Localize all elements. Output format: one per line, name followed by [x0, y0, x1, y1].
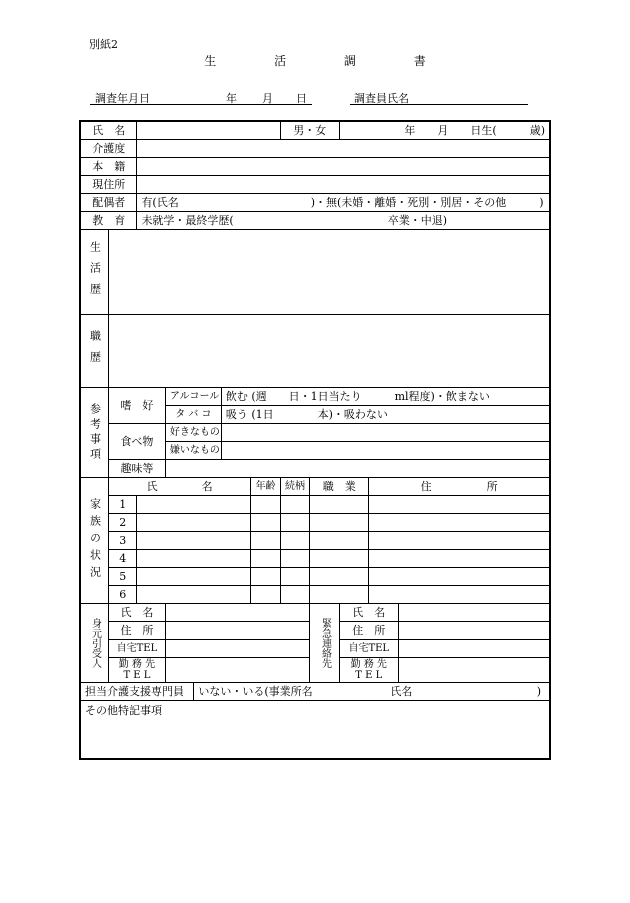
- interests-input[interactable]: [165, 460, 550, 478]
- family-job-input[interactable]: [310, 514, 369, 532]
- family-relation-input[interactable]: [280, 586, 309, 604]
- family-address-input[interactable]: [369, 586, 550, 604]
- guarantor-address-label: 住 所: [108, 622, 165, 640]
- care-manager-label: 担当介護支援専門員: [80, 683, 194, 701]
- emergency-work-tel-input[interactable]: [398, 658, 550, 683]
- emergency-address-input[interactable]: [398, 622, 550, 640]
- family-age-input[interactable]: [251, 586, 281, 604]
- surveyor-name-field[interactable]: [350, 90, 528, 105]
- interests-label: 趣味等: [108, 460, 165, 478]
- guarantor-work-tel-input[interactable]: [165, 658, 309, 683]
- tobacco-options[interactable]: 吸う (1日 本)・吸わない: [221, 406, 550, 424]
- care-manager-options[interactable]: いない・いる(事業所名: [198, 684, 313, 698]
- family-name-input[interactable]: [137, 568, 251, 586]
- survey-date-label: 調査年月日: [95, 92, 150, 105]
- life-history-label: 生活歴: [80, 230, 108, 315]
- guarantor-home-tel-label: 自宅TEL: [108, 640, 165, 658]
- family-job-input[interactable]: [310, 568, 369, 586]
- emergency-work-tel-label: [339, 658, 398, 683]
- life-history-input[interactable]: [108, 230, 550, 315]
- family-name-input[interactable]: [137, 514, 251, 532]
- survey-form-table: [79, 120, 551, 760]
- work-label-b: T E L: [355, 670, 383, 681]
- hobby-label: 嗜 好: [108, 388, 165, 424]
- family-relation-input[interactable]: [280, 532, 309, 550]
- address-input[interactable]: [137, 176, 550, 194]
- family-address-input[interactable]: [369, 532, 550, 550]
- family-name-input[interactable]: [137, 550, 251, 568]
- family-name-input[interactable]: [137, 532, 251, 550]
- month-label: 月: [262, 92, 273, 105]
- emergency-home-tel-label: 自宅TEL: [339, 640, 398, 658]
- family-header-relation: 続柄: [280, 478, 309, 496]
- other-notes-field[interactable]: [80, 701, 550, 760]
- family-row-number: 5: [108, 568, 136, 586]
- surveyor-label: 調査員氏名: [354, 92, 409, 105]
- likes-label: 好きなもの: [165, 424, 221, 442]
- family-age-input[interactable]: [251, 550, 281, 568]
- family-row-number: 1: [108, 496, 136, 514]
- family-job-input[interactable]: [310, 550, 369, 568]
- family-job-input[interactable]: [310, 532, 369, 550]
- care-manager-field[interactable]: [194, 683, 550, 701]
- care-level-input[interactable]: [137, 140, 550, 158]
- dislikes-input[interactable]: [221, 442, 550, 460]
- family-header-name: 氏 名: [108, 478, 250, 496]
- family-relation-input[interactable]: [280, 496, 309, 514]
- title-char: 活: [274, 54, 287, 68]
- care-manager-close: ): [536, 684, 541, 698]
- family-relation-input[interactable]: [280, 514, 309, 532]
- work-label-b: T E L: [123, 670, 151, 681]
- title-char: 書: [413, 54, 426, 68]
- domicile-input[interactable]: [137, 158, 550, 176]
- family-row-number: 2: [108, 514, 136, 532]
- family-age-input[interactable]: [251, 496, 281, 514]
- family-address-input[interactable]: [369, 496, 550, 514]
- address-label: 現住所: [80, 176, 137, 194]
- emergency-address-label: 住 所: [339, 622, 398, 640]
- emergency-home-tel-input[interactable]: [398, 640, 550, 658]
- food-label: 食べ物: [108, 424, 165, 460]
- family-label: 家族の状況: [80, 478, 108, 604]
- survey-date-field[interactable]: [90, 90, 312, 105]
- guarantor-label: 身元引受人: [80, 604, 108, 683]
- spouse-options[interactable]: 有(氏名 )・無(未婚・離婚・死別・別居・その他 ): [137, 194, 550, 212]
- family-name-input[interactable]: [137, 496, 251, 514]
- guarantor-address-input[interactable]: [165, 622, 309, 640]
- care-manager-name-label: 氏名: [390, 684, 413, 698]
- family-header-age: 年齢: [251, 478, 281, 496]
- reference-label: 参考事項: [80, 388, 108, 478]
- family-header-address: 住 所: [369, 478, 550, 496]
- tobacco-label: タ バ コ: [165, 406, 221, 424]
- emergency-label: 緊急連絡先: [310, 604, 339, 683]
- name-input[interactable]: [137, 121, 280, 140]
- family-age-input[interactable]: [251, 568, 281, 586]
- family-name-input[interactable]: [137, 586, 251, 604]
- family-row-number: 4: [108, 550, 136, 568]
- page-title: [0, 52, 630, 69]
- family-job-input[interactable]: [310, 586, 369, 604]
- birth-date-field[interactable]: 年 月 日生( 歳): [339, 121, 550, 140]
- education-options[interactable]: 未就学・最終学歴( 卒業・中退): [137, 212, 550, 230]
- work-label-a: 勤 務 先: [350, 659, 387, 670]
- dislikes-label: 嫌いなもの: [165, 442, 221, 460]
- spouse-label: 配偶者: [80, 194, 137, 212]
- work-label-a: 勤 務 先: [118, 659, 156, 670]
- education-label: 教 育: [80, 212, 137, 230]
- other-notes-label: その他特記事項: [85, 704, 162, 717]
- alcohol-options[interactable]: 飲む (週 日・1日当たり ml程度)・飲まない: [221, 388, 550, 406]
- family-age-input[interactable]: [251, 532, 281, 550]
- guarantor-name-input[interactable]: [165, 604, 309, 622]
- family-row-number: 6: [108, 586, 136, 604]
- emergency-name-label: 氏 名: [339, 604, 398, 622]
- work-history-label: 職歴: [80, 315, 108, 388]
- work-history-input[interactable]: [108, 315, 550, 388]
- family-row-number: 3: [108, 532, 136, 550]
- year-label: 年: [226, 92, 237, 105]
- sex-options[interactable]: 男・女: [280, 121, 339, 140]
- family-address-input[interactable]: [369, 514, 550, 532]
- family-header-job: 職 業: [310, 478, 369, 496]
- likes-input[interactable]: [221, 424, 550, 442]
- family-relation-input[interactable]: [280, 550, 309, 568]
- domicile-label: 本 籍: [80, 158, 137, 176]
- family-relation-input[interactable]: [280, 568, 309, 586]
- guarantor-work-tel-label: [108, 658, 165, 683]
- attachment-label: 別紙2: [89, 38, 118, 51]
- alcohol-label: アルコール: [165, 388, 221, 406]
- family-job-input[interactable]: [310, 496, 369, 514]
- family-address-input[interactable]: [369, 550, 550, 568]
- family-age-input[interactable]: [251, 514, 281, 532]
- guarantor-name-label: 氏 名: [108, 604, 165, 622]
- title-char: 生: [204, 54, 217, 68]
- family-address-input[interactable]: [369, 568, 550, 586]
- day-label: 日: [296, 92, 307, 105]
- name-label: 氏 名: [80, 121, 137, 140]
- guarantor-home-tel-input[interactable]: [165, 640, 309, 658]
- title-char: 調: [343, 54, 356, 68]
- emergency-name-input[interactable]: [398, 604, 550, 622]
- care-level-label: 介護度: [80, 140, 137, 158]
